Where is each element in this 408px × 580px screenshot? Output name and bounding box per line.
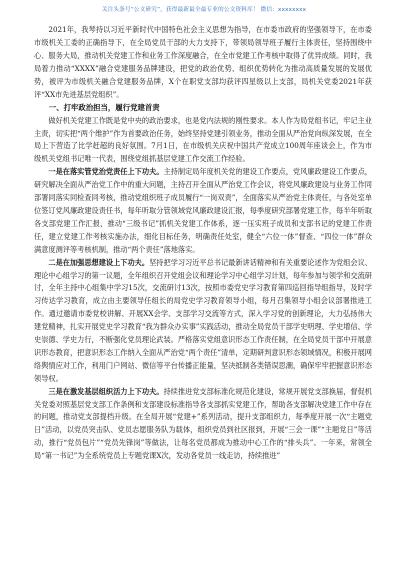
paragraph-text: 主持制定局年度机关党的建设工作要点，党风廉政建设工作要点，研究解决全面从严治党工作中的重大问题，主持召开全面从严治党工作会议，将党风廉政建设与业务工作同部署同落实同检查同考核，推动党组织班子成员履行“一岗双责”，全面落实从严治党主体责任，与各处室单位签订党风廉政建设责任书，每年听取分管领域党风廉政建设汇报，每季度研究部署党建工作，每半年听取各支部党建工作汇报，推动“三级书记”抓机关党建工作体系，逐一压实班子成员和支部书记的党建工作责任，建立党建工作考核实施办法，细化目标任务，明确责任处室，健全“六位一体”督查、“四位一体”群众满意度测评等考核机制，推动“两个责任”落地落实。 (34, 167, 372, 254)
paragraph-point-3 (34, 386, 372, 463)
paragraph-text: 2021年，我琴持以习近平新时代中国特色社会主义思想为指导，在市委市政府的坚强领导下，在市委市级机关工委的正确指导下，在全局党员干部的大力支持下，带领局领导班子履行主体责任，坚持围绕中心、服务大局，推动机关党建工作和业务工作深度融合，在全市党建工作考核中取得了优异成绩。同时，我局着力推动“XXXX”融合党建服务品牌建设，把党的政治优势、组织优势转化为推动高质量发展的发展优势，被评为市级机关融合党建服务品牌，X个在职党支部均获评四星级以上支部，局机关党委2021年获评“XX市先进基层党组织”。 (34, 25, 372, 99)
paragraph-intro (34, 24, 372, 101)
banner-text: 关注头条号“公文研究”，获得最新最全最专业的公文资料库！ 微信：xxxxxxxx (101, 7, 307, 13)
point-lead: 二是在加强思想建设上下功夫。 (48, 257, 150, 267)
paragraph-point-1 (34, 166, 372, 256)
paragraph-text: 坚持把学习习近平总书记最新讲话精神和有关重要论述作为党组会议、理论中心组学习的第一议题，全年组织召开党组会议和理论学习中心组学习计划，每年参加与领学和交流研讨，全年主持中心组集中学习15次，交流研讨13次，按照市委党史学习教育第四巡回指导组指导，及时学习传达学习教育，成立由主要领导任组长的局党史学习教育领导小组，每月召集领导小组会议部署推进工作。通过邀请市委党校讲解、开展XX会学、支部学习交流等方式，深入学习党的创新理论，大力弘扬伟大建党精神，扎实开展党史学习教育“我为群众办实事”实践活动，推动全局党员干部学史明理、学史增信、学史崇德、学史力行，不断强化党员理论武装。严格落实党组意识形态工作责任制，在全局党员干部中开展意识形态教育，把意识形态工作纳入全面从严治党“两个责任”清单，定期研判意识形态领域情况，积极开展网络舆情应对工作，利用门户网站、微信等平台传播正能量，坚决抵制各类错误思潮，确保牢牢把握意识形态领导权。 (34, 257, 372, 383)
point-lead: 一是在落实管党治党责任上下功夫。 (48, 167, 164, 177)
header-banner (0, 0, 408, 18)
paragraph-text: 持续推进党支部标准化规范化建设，常规开展党支部换届，督促机关党委对照基层党支部工作条例和支部建设标准指导各支部抓实党建工作，帮助各支部解决党建工作中存在的问题，推动党支部提档升级。在全局开展“党建+”系列活动，提升支部组织力，每季度开展一次“主题党日”活动，以党员突击队、党员志愿服务队为载体，组织党员到社区报到，开展“三会一课”“主题党日”等活动，推行“党员包片”“党员先锋岗”等做法，让每名党员都成为推动中心工作的“排头兵”。一年来，常领全局“第一书记”为全系统党员上专题党课X次，发动各党员一线走访，持续推进” (34, 386, 372, 461)
point-lead: 三是在激发基层组织活力上下功夫。 (48, 386, 164, 396)
section-heading-1: 一、打牢政治担当，履行党建首责 (48, 103, 160, 113)
paragraph-section1-intro (34, 115, 372, 167)
paragraph-point-2 (34, 257, 372, 386)
paragraph-text: 做好机关党建工作既是党中央的政治要求，也是党内法规的刚性要求。本人作为局党组书记，牢记主业主责，切实把“两个维护”作为首要政治任务，始终坚持党建引领业务，推动全面从严治党向纵深发展，在全局上下营造了比学赶超的良好氛围。7月1日，在市级机关庆祝中国共产党成立100周年座谈会上，作为市级机关党组书记唯一代表，围绕党组抓基层党建工作交流工作经验。 (34, 115, 372, 164)
document-body (34, 24, 372, 463)
